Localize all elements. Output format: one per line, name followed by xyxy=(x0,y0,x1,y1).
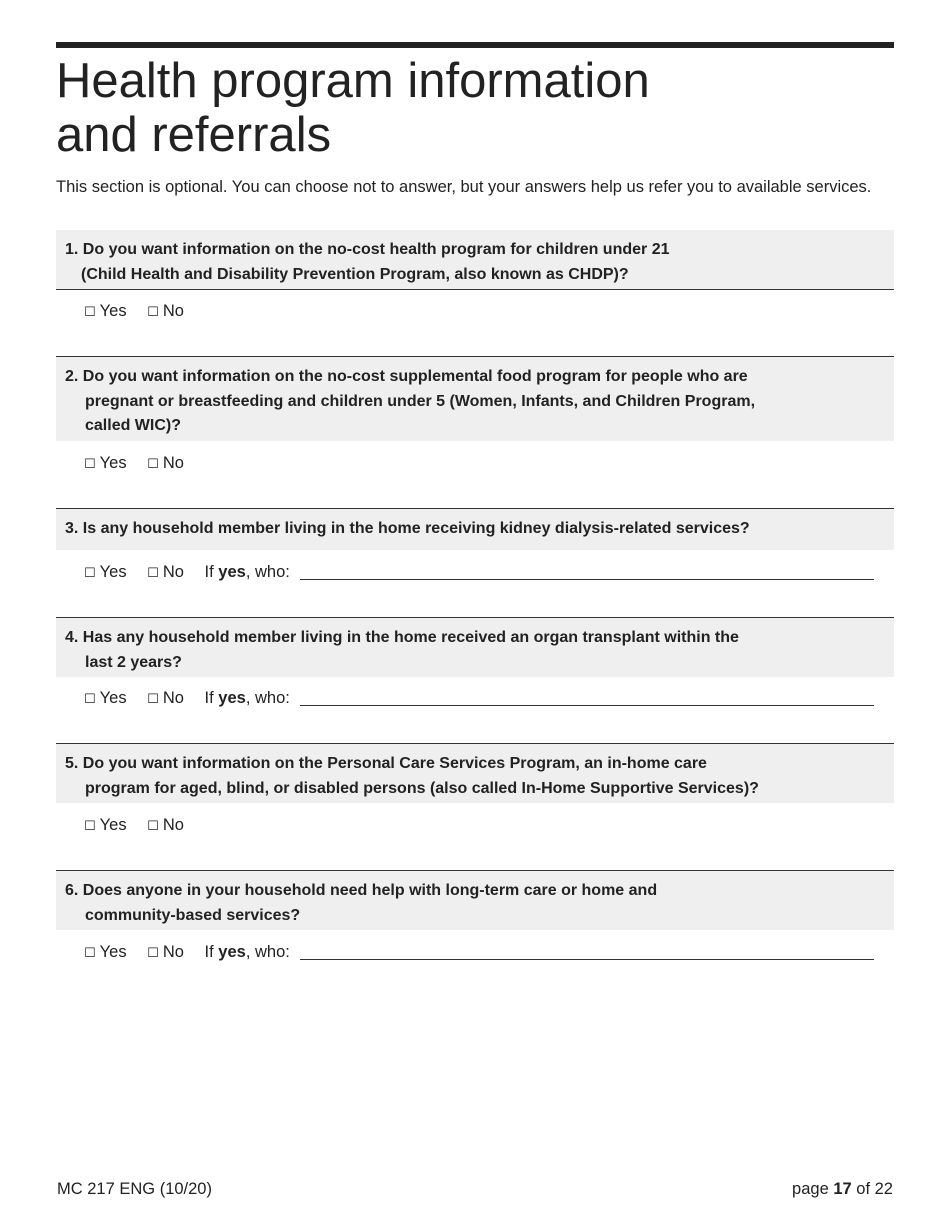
question-1-line-2: (Child Health and Disability Prevention Program, also known as CHDP)? xyxy=(81,265,629,283)
if-yes-who-label: If yes, who: xyxy=(204,689,290,707)
no-checkbox-1[interactable]: ☐ No xyxy=(147,302,184,320)
checkbox-icon: ☐ xyxy=(84,819,96,834)
checkbox-icon: ☐ xyxy=(84,692,96,707)
checkbox-icon: ☐ xyxy=(147,305,159,320)
checkbox-icon: ☐ xyxy=(84,457,96,472)
checkbox-icon: ☐ xyxy=(147,819,159,834)
question-2-line-3: called WIC)? xyxy=(85,417,182,434)
intro-text: This section is optional. You can choose not to answer, but your answers help us refer you to available services. xyxy=(56,178,872,196)
divider xyxy=(56,289,894,290)
question-6-line-2: community-based services? xyxy=(85,906,301,924)
question-4-line-2: last 2 years? xyxy=(85,653,182,671)
page-title xyxy=(56,54,894,162)
question-4 xyxy=(56,617,894,677)
answer-row-6 xyxy=(84,940,874,964)
yes-checkbox-6[interactable]: ☐ Yes xyxy=(84,943,127,961)
question-4-text: 4. Has any household member living in the home received an organ transplant within the xyxy=(65,629,739,646)
yes-checkbox-5[interactable]: ☐ Yes xyxy=(84,816,127,834)
form-id: MC 217 ENG (10/20) xyxy=(57,1180,212,1198)
question-3 xyxy=(56,508,894,550)
no-checkbox-6[interactable]: ☐ No xyxy=(147,943,184,961)
question-5-line-2: program for aged, blind, or disabled persons (also called In-Home Supportive Services)? xyxy=(85,779,759,797)
question-2 xyxy=(56,356,894,441)
if-yes-who-label: If yes, who: xyxy=(204,943,290,961)
answer-row-4 xyxy=(84,686,874,710)
top-rule xyxy=(56,42,894,48)
question-5-text: 5. Do you want information on the Personal Care Services Program, an in-home care xyxy=(65,755,707,772)
page-number: page 17 of 22 xyxy=(792,1180,893,1198)
yes-checkbox-3[interactable]: ☐ Yes xyxy=(84,563,127,581)
checkbox-icon: ☐ xyxy=(147,457,159,472)
question-1-text: 1. Do you want information on the no-cost health program for children under 21 xyxy=(65,241,670,258)
answer-row-3 xyxy=(84,560,874,584)
question-6 xyxy=(56,870,894,930)
question-3-text: 3. Is any household member living in the home receiving kidney dialysis-related services? xyxy=(65,520,750,537)
checkbox-icon: ☐ xyxy=(147,566,159,581)
question-1 xyxy=(56,230,894,289)
yes-checkbox-2[interactable]: ☐ Yes xyxy=(84,454,127,472)
no-checkbox-2[interactable]: ☐ No xyxy=(147,454,184,472)
question-6-text: 6. Does anyone in your household need help with long-term care or home and xyxy=(65,882,658,899)
title-line-2: and referrals xyxy=(56,108,332,162)
answer-row-2 xyxy=(84,451,874,475)
question-5 xyxy=(56,743,894,803)
if-yes-who-label: If yes, who: xyxy=(204,563,290,581)
checkbox-icon: ☐ xyxy=(147,692,159,707)
who-input-4[interactable] xyxy=(300,705,874,706)
checkbox-icon: ☐ xyxy=(84,305,96,320)
checkbox-icon: ☐ xyxy=(84,566,96,581)
checkbox-icon: ☐ xyxy=(147,946,159,961)
yes-checkbox-4[interactable]: ☐ Yes xyxy=(84,689,127,707)
who-input-6[interactable] xyxy=(300,959,874,960)
question-2-line-2: pregnant or breastfeeding and children under 5 (Women, Infants, and Children Program, xyxy=(85,392,756,410)
question-2-text: 2. Do you want information on the no-cost supplemental food program for people who are xyxy=(65,368,748,385)
title-line-1: Health program information xyxy=(56,54,650,108)
checkbox-icon: ☐ xyxy=(84,946,96,961)
no-checkbox-5[interactable]: ☐ No xyxy=(147,816,184,834)
no-checkbox-4[interactable]: ☐ No xyxy=(147,689,184,707)
answer-row-1 xyxy=(84,299,874,323)
no-checkbox-3[interactable]: ☐ No xyxy=(147,563,184,581)
who-input-3[interactable] xyxy=(300,579,874,580)
yes-checkbox-1[interactable]: ☐ Yes xyxy=(84,302,127,320)
answer-row-5 xyxy=(84,813,874,837)
